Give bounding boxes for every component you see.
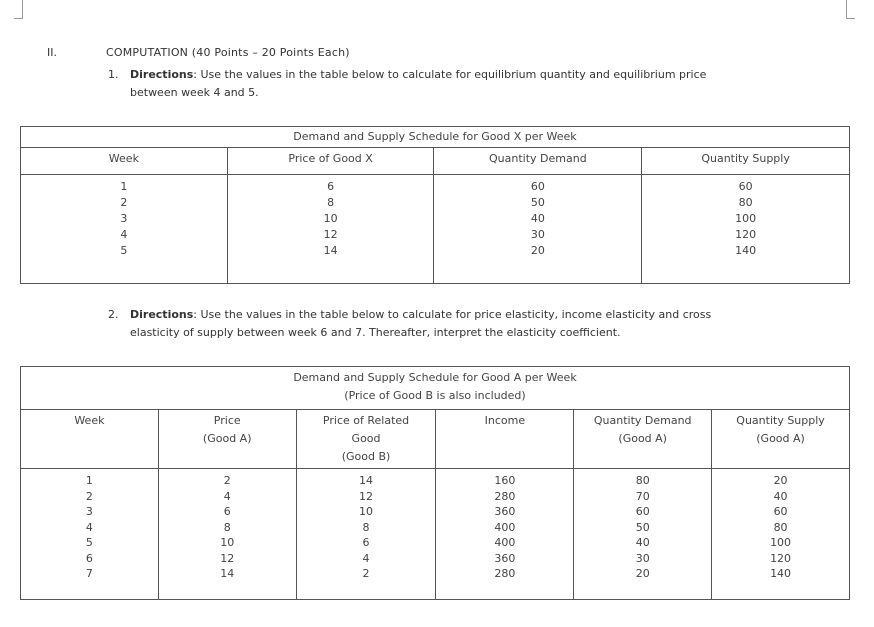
table-caption-line-2: (Price of Good B is also included): [344, 389, 526, 402]
directions-text: : Use the values in the table below to calculate for price elasticity, income elasticity and cross: [193, 308, 712, 321]
table-cell: 140: [770, 567, 792, 580]
table-cell: 40: [635, 536, 650, 549]
table-cell: 360: [494, 505, 516, 518]
column-header-quantity-supply: [712, 410, 850, 469]
week-column: [21, 469, 159, 600]
price-related-good-column: [296, 469, 436, 600]
column-header-week: [21, 410, 159, 469]
table-cell: 4: [85, 520, 93, 534]
table-cell: 60: [635, 505, 650, 518]
table-cell: 4: [362, 551, 370, 565]
table-cell: 2: [362, 567, 370, 580]
directions-label: Directions: [130, 68, 194, 81]
table-cell: 20: [530, 244, 545, 257]
table-cell: 60: [530, 180, 545, 193]
header-text: Quantity Supply: [736, 414, 825, 427]
table-cell: 12: [359, 489, 374, 503]
directions-item-1: [108, 66, 858, 102]
header-text: Good: [351, 432, 381, 445]
page-corner-mark-right: [846, 0, 855, 19]
table-cell: 280: [494, 489, 516, 503]
table-cell: 60: [773, 505, 788, 518]
table-cell: 160: [494, 474, 516, 487]
header-text: (Good A): [618, 432, 667, 445]
table-cell: 2: [120, 196, 128, 209]
section-title: COMPUTATION (40 Points – 20 Points Each): [106, 46, 350, 59]
header-text: Price: [213, 414, 241, 427]
table-cell: 20: [635, 567, 650, 580]
table-cell: 6: [362, 536, 370, 549]
directions-item-2: [108, 306, 858, 342]
table-cell: 360: [494, 551, 516, 565]
table-cell: 120: [770, 551, 792, 565]
table-cell: 2: [223, 474, 231, 487]
table-cell: 5: [85, 536, 93, 549]
table-cell: 40: [530, 212, 545, 225]
table-cell: 7: [85, 567, 93, 580]
table-cell: 4: [223, 489, 231, 503]
table-cell: 12: [323, 228, 338, 241]
column-header-price-good-a: [158, 410, 296, 469]
column-header-quantity-demand: Quantity Demand: [434, 148, 642, 175]
price-good-a-column: [158, 469, 296, 600]
table-caption: Demand and Supply Schedule for Good X per Week: [21, 127, 850, 148]
column-header-income: [436, 410, 574, 469]
directions-text-continued: elasticity of supply between week 6 and 7. Thereafter, interpret the elasticity coefficient.: [130, 326, 621, 339]
table-caption-line-1: Demand and Supply Schedule for Good A per Week: [293, 371, 577, 384]
column-header-quantity-demand: [574, 410, 712, 469]
column-header-price-related-good: [296, 410, 436, 469]
column-header-week: Week: [21, 148, 228, 175]
table-cell: 12: [220, 551, 235, 565]
table-cell: 14: [359, 474, 374, 487]
table-cell: 400: [494, 520, 516, 534]
table-cell: 80: [773, 520, 788, 534]
table-cell: 30: [530, 228, 545, 241]
table-cell: 2: [85, 489, 93, 503]
page-corner-mark-left: [14, 0, 23, 19]
table-cell: 6: [223, 505, 231, 518]
table-cell: 1: [85, 474, 93, 487]
item-number: 2.: [108, 308, 119, 321]
header-text: Income: [484, 414, 526, 427]
good-x-schedule-table: [20, 126, 850, 284]
item-number: 1.: [108, 68, 119, 81]
table-cell: 8: [327, 196, 335, 209]
table-cell: 50: [530, 196, 545, 209]
header-text: (Good A): [202, 432, 252, 445]
table-cell: 140: [735, 244, 757, 257]
quantity-demand-column: [574, 469, 712, 600]
table-cell: 400: [494, 536, 516, 549]
table-cell: 3: [120, 212, 128, 225]
table-cell: 60: [738, 180, 753, 193]
table-cell: 30: [635, 551, 650, 565]
table-cell: 14: [323, 244, 338, 257]
table-cell: 14: [220, 567, 235, 580]
table-cell: 100: [735, 212, 757, 225]
table-cell: 10: [323, 212, 338, 225]
column-header-price: Price of Good X: [227, 148, 434, 175]
table-cell: 8: [362, 520, 370, 534]
header-text: Price of Related: [322, 414, 410, 427]
table-cell: 10: [359, 505, 374, 518]
table-cell: 80: [635, 474, 650, 487]
table-cell: 6: [327, 180, 335, 193]
table-cell: 70: [635, 489, 650, 503]
good-a-schedule-table: [20, 366, 850, 600]
table-cell: 1: [120, 180, 128, 193]
table-cell: 5: [120, 244, 128, 257]
table-cell: 4: [120, 228, 128, 241]
table-cell: 50: [635, 520, 650, 534]
table-cell: 8: [223, 520, 231, 534]
table-cell: 20: [773, 474, 788, 487]
table-cell: 120: [735, 228, 757, 241]
table-cell: 280: [494, 567, 516, 580]
header-text: Quantity Demand: [593, 414, 692, 427]
table-cell: 10: [220, 536, 235, 549]
table-cell: 80: [738, 196, 753, 209]
table-caption: [21, 367, 850, 410]
price-column: [227, 175, 434, 284]
quantity-supply-column: [712, 469, 850, 600]
quantity-demand-column: [434, 175, 642, 284]
week-column: [21, 175, 228, 284]
table-cell: 3: [85, 505, 93, 518]
header-text: (Good A): [756, 432, 805, 445]
quantity-supply-column: [642, 175, 850, 284]
directions-label: Directions: [130, 308, 194, 321]
column-header-quantity-supply: Quantity Supply: [642, 148, 850, 175]
header-text: (Good B): [341, 450, 391, 463]
table-cell: 6: [85, 551, 93, 565]
section-number: II.: [47, 46, 57, 59]
header-text: Week: [74, 414, 105, 427]
income-column: [436, 469, 574, 600]
directions-text-continued: between week 4 and 5.: [130, 86, 259, 99]
directions-text: : Use the values in the table below to calculate for equilibrium quantity and equilibrium price: [193, 68, 707, 81]
table-cell: 100: [770, 536, 792, 549]
table-cell: 40: [773, 489, 788, 503]
